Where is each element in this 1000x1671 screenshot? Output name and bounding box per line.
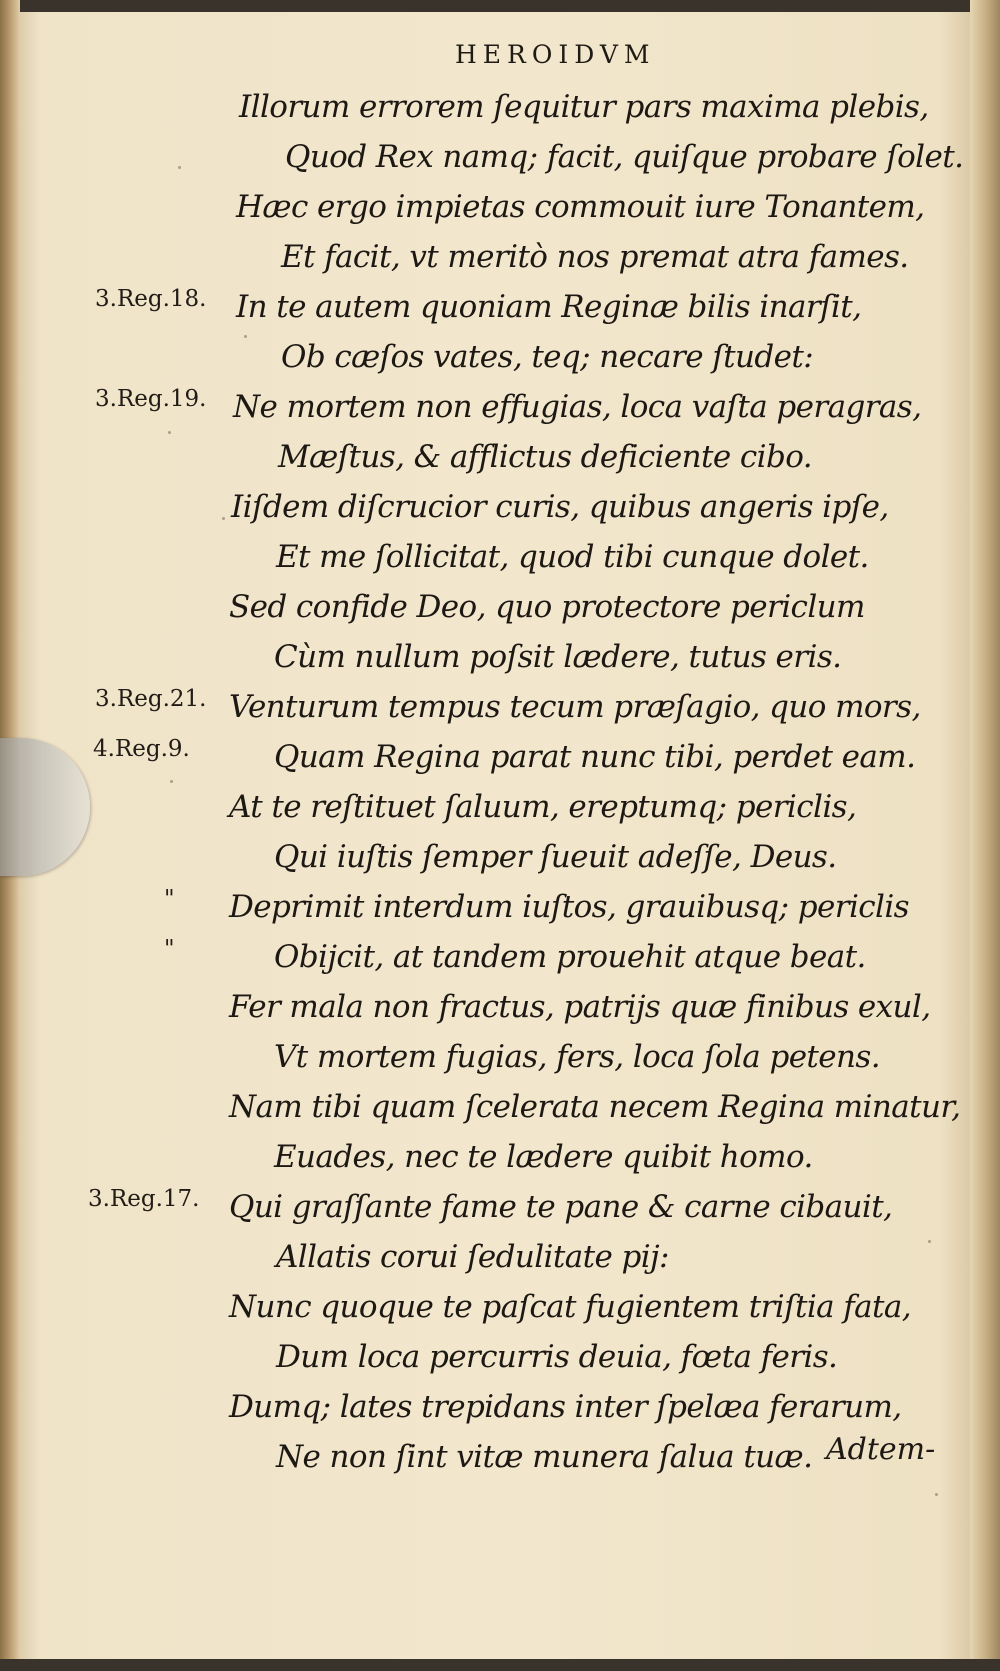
verse-line: Dum loca percurris deuia, fœta feris.: [276, 1339, 838, 1375]
verse-line: Euades, nec te lædere quibit homo.: [274, 1139, 813, 1175]
verse-line: Ne non ſint vitæ munera ſalua tuæ.: [276, 1439, 813, 1475]
paper-speck: [935, 1493, 938, 1496]
verse-line: At te reſtituet ſaluum, ereptumq; periclis,: [229, 789, 857, 825]
verse-line: Hæc ergo impietas commouit iure Tonantem,: [236, 189, 925, 225]
paper-speck: [928, 1240, 931, 1243]
verse-line: Quod Rex namq; facit, quiſque probare ſolet.: [285, 139, 964, 175]
verse-line: Qui iuſtis ſemper ſueuit adeſſe, Deus.: [274, 839, 837, 875]
page-fore-edge: [970, 0, 1000, 1671]
paper-speck: [168, 431, 171, 434]
paper-speck: [170, 780, 173, 783]
verse-line: Sed confide Deo, quo protectore periclum: [229, 589, 865, 625]
verse-line: Qui graſſante fame te pane & carne cibauit,: [229, 1189, 893, 1225]
page-bottom-edge: [0, 1659, 1000, 1671]
page-top-edge: [0, 0, 1000, 12]
verse-line: Allatis corui ſedulitate pij:: [276, 1239, 669, 1275]
margin-reference: 4.Reg.9.: [93, 736, 190, 762]
catchword: Adtem-: [826, 1432, 936, 1467]
verse-line: Cùm nullum poſsit lædere, tutus eris.: [274, 639, 842, 675]
verse-line: Et me ſollicitat, quod tibi cunque dolet.: [276, 539, 869, 575]
verse-line: Venturum tempus tecum præſagio, quo mors,: [229, 689, 921, 725]
paper-speck: [244, 335, 247, 338]
paper-speck: [178, 166, 181, 169]
verse-line: Iiſdem diſcrucior curis, quibus angeris ipſe,: [231, 489, 889, 525]
verse-line: Nunc quoque te paſcat fugientem triſtia fata,: [229, 1289, 912, 1325]
margin-reference: 3.Reg.17.: [88, 1186, 200, 1212]
verse-line: Vt mortem fugias, fers, loca ſola petens.: [274, 1039, 880, 1075]
margin-reference: 3.Reg.19.: [95, 386, 207, 412]
verse-line: Et facit, vt meritò nos premat atra fames.: [281, 239, 909, 275]
verse-line: Illorum errorem ſequitur pars maxima plebis,: [239, 89, 929, 125]
verse-line: Dumq; lates trepidans inter ſpelæa ferarum,: [229, 1389, 902, 1425]
running-title: HEROIDVM: [455, 40, 656, 69]
margin-reference: 3.Reg.18.: [95, 286, 207, 312]
verse-line: Nam tibi quam ſcelerata necem Regina minatur,: [229, 1089, 961, 1125]
margin-reference: 3.Reg.21.: [95, 686, 207, 712]
verse-line: Ne mortem non effugias, loca vaſta peragras,: [233, 389, 922, 425]
ditto-mark: ": [164, 886, 175, 912]
ditto-mark: ": [164, 936, 175, 962]
verse-line: Mæſtus, & afflictus deficiente cibo.: [278, 439, 812, 475]
verse-line: Ob cæſos vates, teq; necare ſtudet:: [281, 339, 814, 375]
verse-line: Quam Regina parat nunc tibi, perdet eam.: [274, 739, 916, 775]
verse-line: Deprimit interdum iuſtos, grauibusq; periclis: [229, 889, 909, 925]
verse-line: In te autem quoniam Reginæ bilis inarſit,: [236, 289, 862, 325]
verse-line: Obijcit, at tandem prouehit atque beat.: [274, 939, 866, 975]
verse-line: Fer mala non fractus, patrijs quæ finibus exul,: [229, 989, 931, 1025]
paper-speck: [222, 517, 225, 520]
page-marker-tab: [0, 738, 90, 876]
